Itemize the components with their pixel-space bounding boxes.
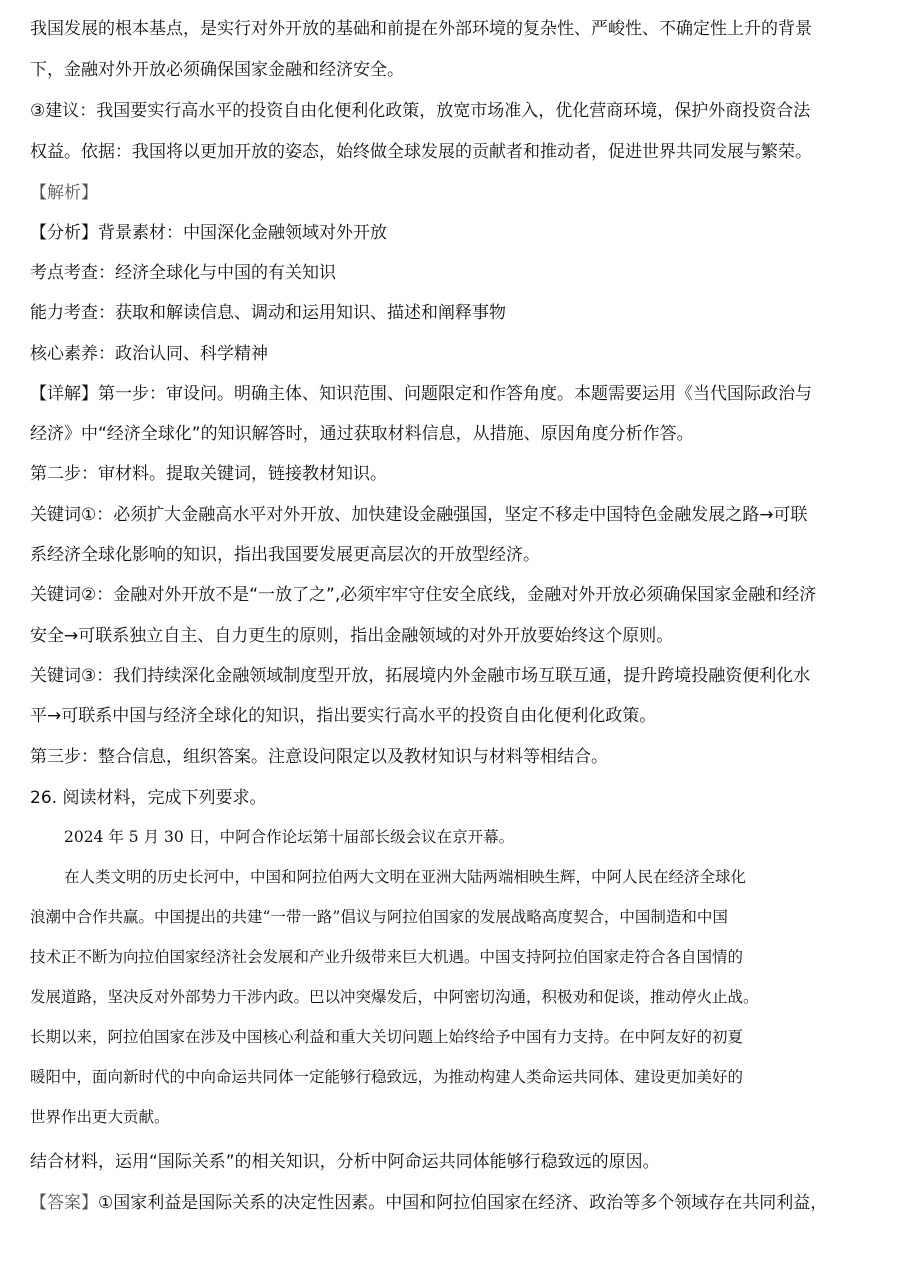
material-line-2: 在人类文明的历史长河中，中国和阿拉伯两大文明在亚洲大陆两端相映生辉，中阿人民在经济全球化 [64, 868, 747, 886]
analysis-ability: 能力考查：获取和解读信息、调动和运用知识、描述和阐释事物 [30, 303, 506, 323]
analysis-core-literacy: 核心素养：政治认同、科学精神 [30, 344, 268, 364]
answer-line-1: 我国发展的根本基点，是实行对外开放的基础和前提在外部环境的复杂性、严峻性、不确定性上升的背景 [30, 19, 812, 39]
analysis-background: 【分析】背景素材：中国深化金融领域对外开放 [30, 223, 387, 243]
keyword-2-line-1: 关键词②：金融对外开放不是“一放了之”,必须牢牢守住安全底线，金融对外开放必须确保国家金融和经济 [30, 585, 817, 605]
answer-text: ①国家利益是国际关系的决定性因素。中国和阿拉伯国家在经济、政治等多个领域存在共同利益， [98, 1193, 828, 1213]
question-26-prompt: 结合材料，运用“国际关系”的相关知识，分析中阿命运共同体能够行稳致远的原因。 [30, 1152, 660, 1172]
analysis-detail-line-1: 【详解】第一步：审设问。明确主体、知识范围、问题限定和作答角度。本题需要运用《当代国际政治与 [30, 384, 812, 404]
analysis-label: 【解析】 [30, 183, 98, 203]
keyword-1-line-1: 关键词①：必须扩大金融高水平对外开放、加快建设金融强国，坚定不移走中国特色金融发展之路→可联 [30, 505, 808, 525]
question-26-title: 26. 阅读材料，完成下列要求。 [30, 788, 267, 808]
material-line-5: 发展道路，坚决反对外部势力干涉内政。巴以冲突爆发后，中阿密切沟通，积极劝和促谈，推动停火止战。 [30, 988, 759, 1006]
analysis-step-3: 第三步：整合信息，组织答案。注意设问限定以及教材知识与材料等相结合。 [30, 747, 608, 767]
material-line-1: 2024 年 5 月 30 日，中阿合作论坛第十届部长级会议在京开幕。 [64, 828, 515, 846]
analysis-detail-line-2: 经济》中“经济全球化”的知识解答时，通过获取材料信息，从措施、原因角度分析作答。 [30, 424, 694, 444]
answer-line-3: ③建议：我国要实行高水平的投资自由化便利化政策，放宽市场准入，优化营商环境，保护外商投资合法 [30, 101, 811, 121]
material-line-8: 世界作出更大贡献。 [30, 1108, 170, 1126]
material-line-7: 暖阳中，面向新时代的中向命运共同体一定能够行稳致远，为推动构建人类命运共同体、建设更加美好的 [30, 1068, 744, 1086]
keyword-1-line-2: 系经济全球化影响的知识，指出我国要发展更高层次的开放型经济。 [30, 545, 540, 565]
answer-26-line [30, 1192, 870, 1214]
analysis-step-2: 第二步：审材料。提取关键词，链接教材知识。 [30, 464, 387, 484]
material-line-3: 浪潮中合作共赢。中国提出的共建“一带一路”倡议与阿拉伯国家的发展战略高度契合，中国制造和中国 [30, 908, 728, 926]
keyword-3-line-1: 关键词③：我们持续深化金融领域制度型开放，拓展境内外金融市场互联互通，提升跨境投融资便利化水 [30, 666, 811, 686]
answer-line-4: 权益。依据：我国将以更加开放的姿态，始终做全球发展的贡献者和推动者，促进世界共同发展与繁荣。 [30, 142, 812, 162]
material-line-6: 长期以来，阿拉伯国家在涉及中国核心利益和重大关切问题上始终给予中国有力支持。在中阿友好的初夏 [30, 1028, 744, 1046]
answer-line-2: 下，金融对外开放必须确保国家金融和经济安全。 [30, 60, 404, 80]
keyword-2-line-2: 安全→可联系独立自主、自力更生的原则，指出金融领域的对外开放要始终这个原则。 [30, 626, 674, 646]
keyword-3-line-2: 平→可联系中国与经济全球化的知识，指出要实行高水平的投资自由化便利化政策。 [30, 706, 657, 726]
material-line-4: 技术正不断为向拉伯国家经济社会发展和产业升级带来巨大机遇。中国支持阿拉伯国家走符合各自国情的 [30, 948, 744, 966]
analysis-exam-point: 考点考查：经济全球化与中国的有关知识 [30, 263, 336, 283]
answer-label: 【答案】 [30, 1193, 98, 1213]
